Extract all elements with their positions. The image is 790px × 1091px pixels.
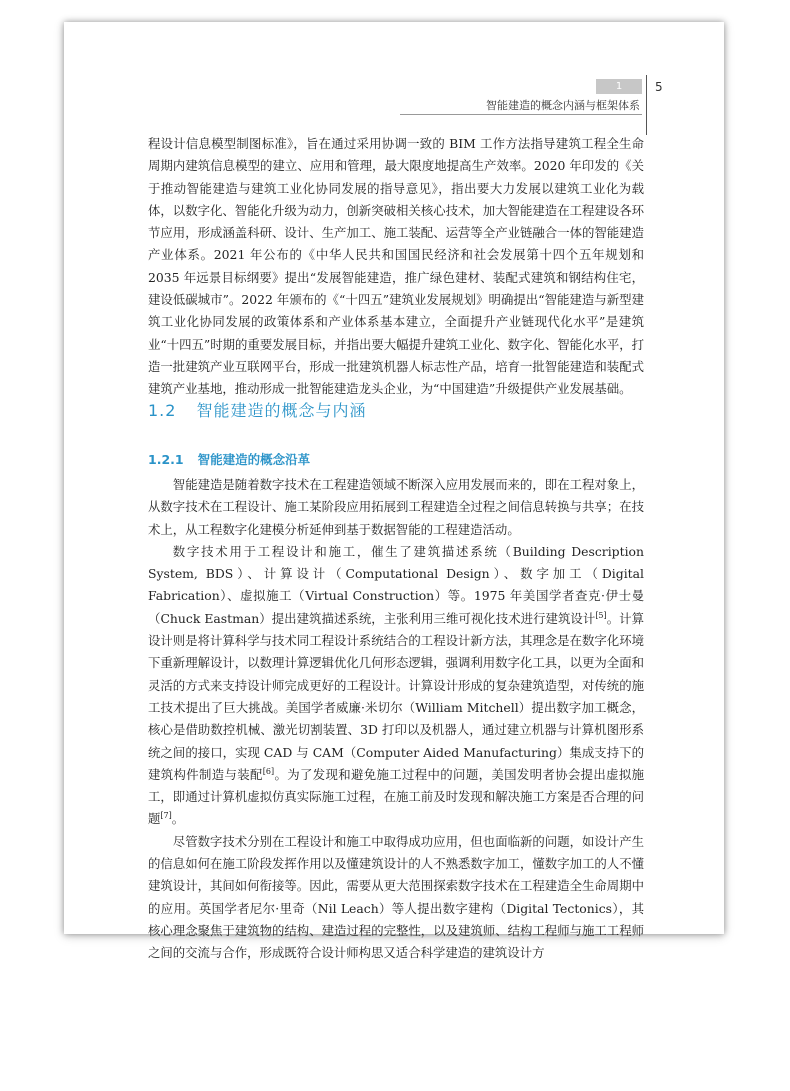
section-title: 智能建造的概念与内涵	[196, 401, 367, 420]
section-heading	[148, 398, 366, 421]
paragraph-2-part-c: 。为了发现和避免施工过程中的问题，美国发明者协会提出虚拟施工，即通过计算机虚拟仿真实际施工过程，在施工前及时发现和解决施工方案是否合理的问题	[148, 766, 645, 827]
paragraph-2-part-b: 。计算设计则是将计算科学与技术同工程设计系统结合的工程设计新方法，其理念是在数字化环境下重新理解设计，以数理计算逻辑优化几何形态逻辑，强调利用数字化工具，以更为全面和灵活的方式来支持设计师完成更好的工程设计。计算设计形成的复杂建筑造型，对传统的施工技术提出了巨大挑战。美国学者威廉·米切尔（William Mitchell）提出数字加工概念，核心是借助数控机械、激光切割装置、3D 打印以及机器人，通过建立机器与计算机图形系统之间的接口，实现 CAD 与 CAM（Computer Aided Manufacturing）集成支持下的建筑构件制造与装配	[148, 610, 644, 782]
subsection-heading	[148, 450, 310, 468]
paragraph-2-part-d: 。	[171, 811, 185, 827]
section-number: 1.2	[148, 401, 177, 420]
paragraph-1: 智能建造是随着数字技术在工程建造领域不断深入应用发展而来的，即在工程对象上，从数字技术在工程设计、施工某阶段应用拓展到工程建造全过程之间信息转换与共享；在技术上，从工程数字化建模分析延伸到基于数据智能的工程建造活动。	[148, 477, 644, 537]
citation-7: [7]	[160, 811, 172, 821]
header-rule	[400, 114, 642, 115]
running-header-title: 智能建造的概念内涵与框架体系	[486, 99, 640, 112]
subsection-title: 智能建造的概念沿革	[197, 452, 311, 467]
citation-6: [6]	[262, 766, 275, 776]
subsection-number: 1.2.1	[148, 452, 184, 467]
paragraph-continued: 程设计信息模型制图标准》，旨在通过采用协调一致的 BIM 工作方法指导建筑工程全生命周期内建筑信息模型的建立、应用和管理，最大限度地提高生产效率。2020 年印发的《关于推动智能建造与建筑工业化协同发展的指导意见》，指出要大力发展以建筑工业化为载体，以数字化、智能化升级为动力，创新突破相关核心技术，加大智能建造在工程建设各环节应用，形成涵盖科研、设计、生产加工、施工装配、运营等全产业链融合一体的智能建造产业体系。2021 年公布的《中华人民共和国国民经济和社会发展第十四个五年规划和 2035 年远景目标纲要》提出“发展智能建造，推广绿色建材、装配式建筑和钢结构住宅，建设低碳城市”。2022 年颁布的《“十四五”建筑业发展规划》明确提出“智能建造与新型建筑工业化协同发展的政策体系和产业体系基本建立，全面提升产业链现代化水平”是建筑业“十四五”时期的重要发展目标，并指出要大幅提升建筑工业化、数字化、智能化水平，打造一批建筑产业互联网平台，形成一批建筑机器人标志性产品，培育一批智能建造和装配式建筑产业基地，推动形成一批智能建造龙头企业，为“中国建造”升级提供产业发展基础。	[148, 136, 644, 397]
section-text-block	[148, 474, 644, 965]
paragraph-2-part-a: 数字技术用于工程设计和施工，催生了建筑描述系统（Building Description System, BDS）、计算设计（Computational Design）、数字加工（Digital Fabrication）、虚拟施工（Virtual Construction）等。1975 年美国学者查克·伊士曼（Chuck Eastman）提出建筑描述系统，主张利用三维可视化技术进行建筑设计	[148, 543, 644, 626]
paragraph-3: 尽管数字技术分别在工程设计和施工中取得成功应用，但也面临新的问题，如设计产生的信息如何在施工阶段发挥作用以及懂建筑设计的人不熟悉数字加工，懂数字加工的人不懂建筑设计，其间如何衔接等。因此，需要从更大范围探索数字技术在工程建造全生命周期中的应用。英国学者尼尔·里奇（Nil Leach）等人提出数字建构（Digital Tectonics），其核心理念聚焦于建筑物的结构、建造过程的完整性，以及建筑师、结构工程师与施工工程师之间的交流与合作，形成既符合设计师构思又适合科学建造的建筑设计方	[148, 833, 644, 961]
citation-5: [5]	[595, 610, 607, 620]
header-divider	[646, 75, 647, 135]
chapter-number-box: 1	[596, 79, 642, 94]
intro-text-block	[148, 133, 644, 401]
book-page	[64, 22, 724, 961]
paragraph-2	[148, 541, 644, 831]
page-number: 5	[655, 80, 663, 94]
